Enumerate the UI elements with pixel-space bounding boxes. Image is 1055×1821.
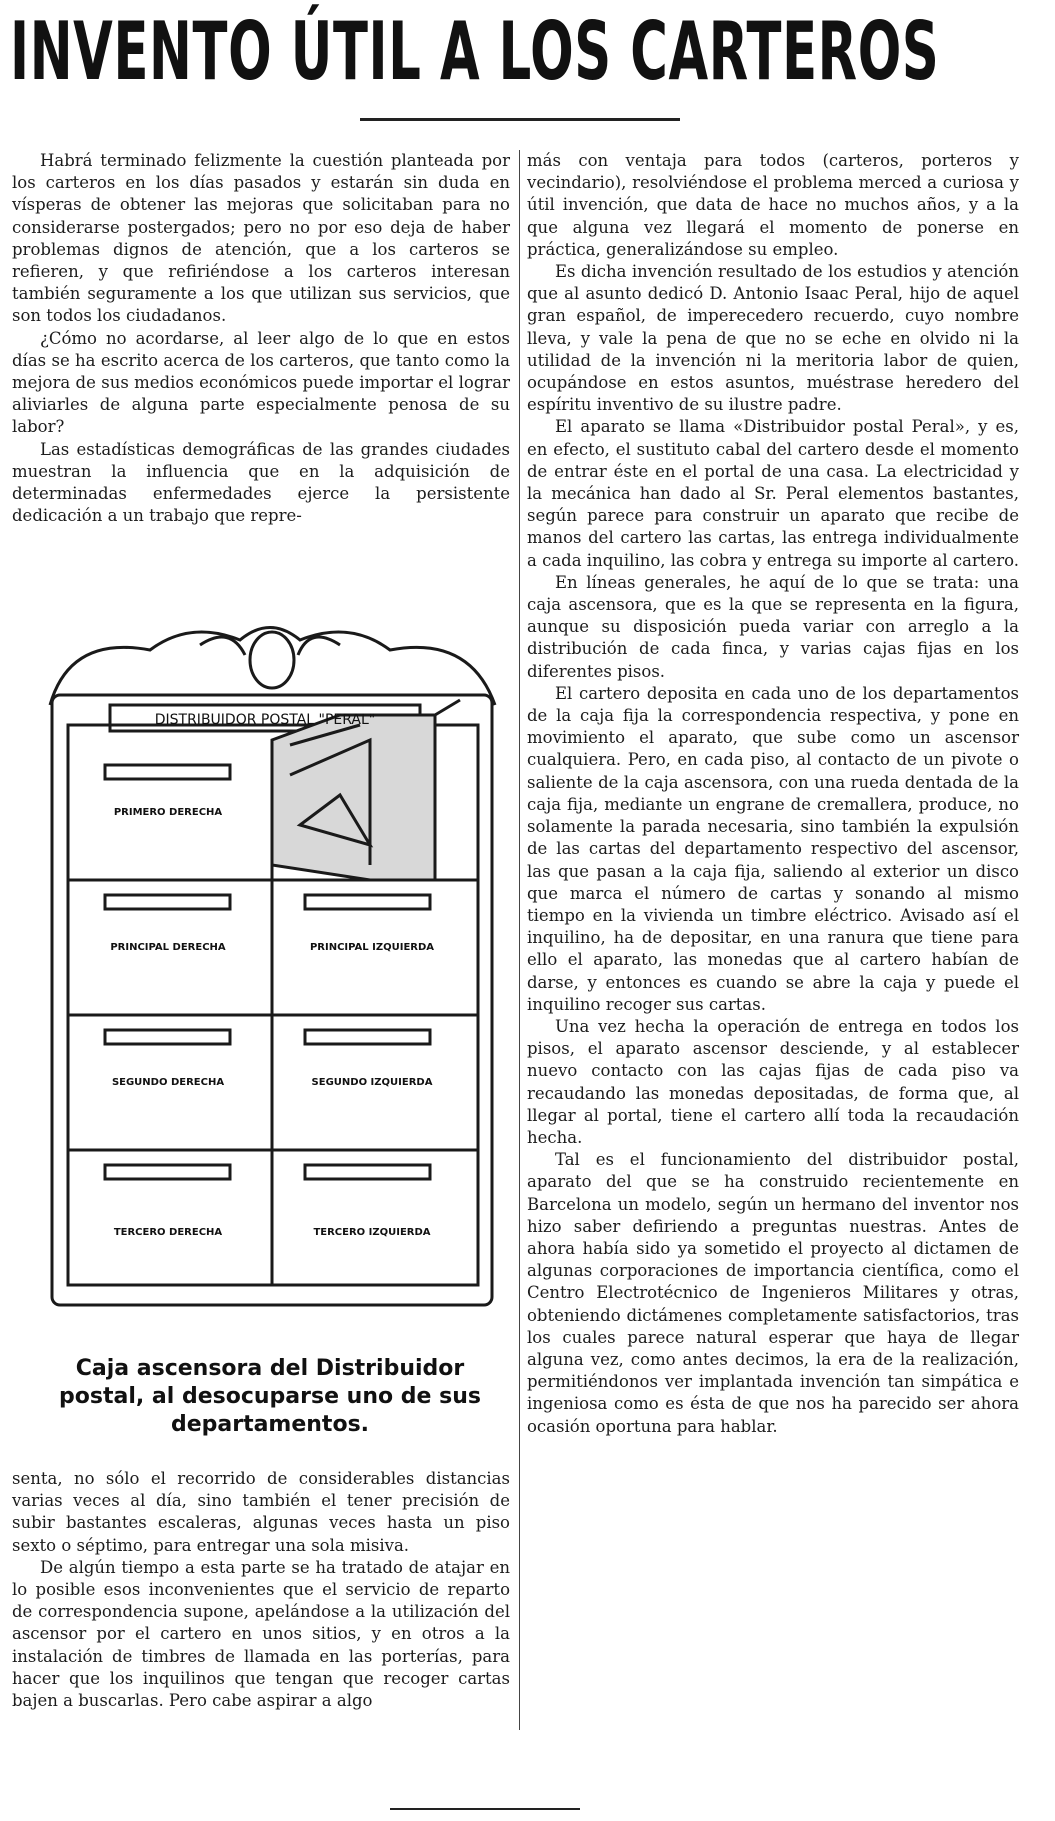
compartment-label: SEGUNDO IZQUIERDA (311, 1077, 433, 1088)
footer-rule (390, 1808, 580, 1810)
caption-line: Caja ascensora del Distribuidor (75, 1356, 465, 1381)
compartment-label: SEGUNDO DERECHA (111, 1077, 225, 1088)
paragraph: más con ventaja para todos (carteros, porteros y vecindario), resolviéndose el problema merced a curiosa y útil invención, que data de hace no muchos años, y a la que alguna vez llegará el momento de ponerse en práctica, generalizándose su empleo. (527, 151, 1019, 259)
paragraph: En líneas generales, he aquí de lo que se trata: una caja ascensora, que es la que se representa en la figura, aunque su disposición pueda variar con arreglo a la distribución de cada finca, y varias cajas fijas en los diferentes pisos. (527, 572, 1019, 681)
headline: INVENTO ÚTIL A LOS CARTEROS (10, 5, 940, 98)
crest-medallion (250, 632, 294, 688)
plate-text: DISTRIBUIDOR POSTAL "PERAL" (154, 712, 376, 728)
right-column (527, 150, 1019, 1438)
cabinet-crest (50, 628, 495, 706)
left-column-top (12, 150, 510, 527)
paragraph: Las estadísticas demográficas de las grandes ciudades muestran la influencia que en la adquisición de determinadas enfermedades ejerce la persistente dedicación a un trabajo que repre- (12, 439, 510, 526)
paragraph: El cartero deposita en cada uno de los departamentos de la caja fija la correspondencia respectiva, y pone en movimiento el aparato, que sube como un ascensor cualquiera. Pero, en cada piso, al contacto de un pivote o saliente de la caja ascensora, con una rueda dentada de la caja fija, mediante un engrane de cremallera, produce, no solamente la parada necesaria, sino también la expulsión de las cartas del departamento respectivo del ascensor, las que pasan a la caja fija, saliendo al exterior un disco que marca el número de cartas y sonando al mismo tiempo en la vivienda un timbre eléctrico. Avisado así el inquilino, ha de depositar, en una ranura que tiene para ello el aparato, las monedas que al cartero habían de darse, y entonces es cuando se abre la caja y puede el inquilino recoger sus cartas. (527, 683, 1019, 1014)
postal-distributor-illustration (40, 615, 505, 1325)
caption-line: postal, al desocuparse uno de sus (59, 1384, 481, 1409)
paragraph: El aparato se llama «Distribuidor postal Peral», y es, en efecto, el sustituto cabal del cartero desde el momento de entrar éste en el portal de una casa. La electricidad y la mecánica han dado al Sr. Peral elementos bastantes, según parece para construir un aparato que recibe de manos del cartero las cartas, las entrega individualmente a cada inquilino, las cobra y entrega su importe al cartero. (527, 417, 1019, 570)
left-column-bottom (12, 1468, 510, 1712)
paragraph: senta, no sólo el recorrido de considerables distancias varias veces al día, sino también el tener precisión de subir bastantes escaleras, algunas veces hasta un piso sexto o séptimo, para entregar una sola misiva. (12, 1469, 510, 1555)
figure-caption (30, 1355, 510, 1439)
caption-line: departamentos. (170, 1412, 370, 1437)
headline-rule (360, 118, 680, 121)
open-compartment (272, 715, 435, 880)
compartment-label: PRIMERO DERECHA (113, 807, 223, 818)
compartment-label: TERCERO DERECHA (113, 1227, 223, 1238)
paragraph: Una vez hecha la operación de entrega en todos los pisos, el aparato ascensor desciende, y al establecer nuevo contacto con las cajas fijas de cada piso va recaudando las monedas depositadas, de forma que, al llegar al portal, tiene el cartero allí toda la recaudación hecha. (527, 1016, 1019, 1147)
paragraph: ¿Cómo no acordarse, al leer algo de lo que en estos días se ha escrito acerca de los carteros, que tanto como la mejora de sus medios económicos puede importar el lograr aliviarles de alguna parte especialmente penosa de su labor? (12, 328, 510, 437)
compartment-label: TERCERO IZQUIERDA (313, 1227, 431, 1238)
compartment-label: PRINCIPAL IZQUIERDA (309, 942, 435, 953)
paragraph: De algún tiempo a esta parte se ha tratado de atajar en lo posible esos inconvenientes que el servicio de reparto de correspondencia supone, apelándose a la utilización del ascensor por el cartero en unos sitios, y en otros a la instalación de timbres de llamada en las porterías, para hacer que los inquilinos que tengan que recoger cartas bajen a buscarlas. Pero cabe aspirar a algo (12, 1557, 510, 1711)
column-divider (519, 150, 520, 1730)
paragraph: Habrá terminado felizmente la cuestión planteada por los carteros en los días pasados y estarán sin duda en vísperas de obtener las mejoras que solicitaban para no considerarse postergados; pero no por eso deja de haber problemas dignos de atención, que a los carteros se refieren, y que refiriéndose a los carteros interesan también seguramente a los que utilizan sus servicios, que son todos los ciudadanos. (12, 151, 510, 326)
paragraph: Es dicha invención resultado de los estudios y atención que al asunto dedicó D. Antonio Isaac Peral, hijo de aquel gran español, de imperecedero recuerdo, cuyo nombre lleva, y vale la pena de que no se eche en olvido ni la utilidad de la invención ni la meritoria labor de quien, ocupándose en estos asuntos, muéstrase heredero del espíritu inventivo de su ilustre padre. (527, 262, 1019, 415)
compartment-label: PRINCIPAL DERECHA (110, 942, 226, 953)
paragraph: Tal es el funcionamiento del distribuidor postal, aparato del que se ha construido recientemente en Barcelona un modelo, según un hermano del inventor nos hizo saber defiriendo a preguntas nuestras. Antes de ahora había sido ya sometido el proyecto al dictamen de algunas corporaciones de importancia científica, como el Centro Electrotécnico de Ingenieros Militares y otras, obteniendo dictámenes completamente satisfactorios, tras los cuales parece natural esperar que haya de llegar alguna vez, como antes decimos, la era de la realización, permitiéndonos ver implantada invención tan simpática e ingeniosa como es ésta de que nos ha parecido ser ahora ocasión oportuna para hablar. (527, 1150, 1019, 1436)
